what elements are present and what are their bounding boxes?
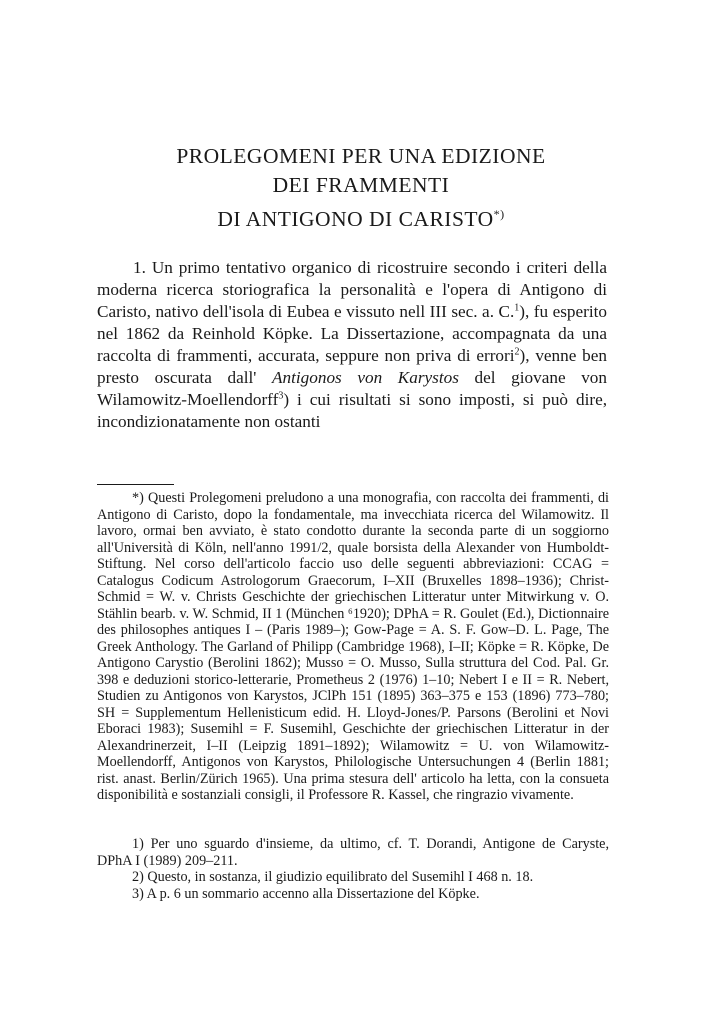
- footnote-star: *) Questi Prolegomeni preludono a una monografia, con raccolta dei frammenti, di Antigono di Caristo, dopo la fondamentale, ma invecchiata ricerca del Wilamowitz. Il lavoro, ormai ben avviato, è stato condotto durante la seconda parte di un soggiorno all'Università di Köln, nell'anno 1991/2, quale borsista della Alexander von Humboldt-Stiftung. Nel corso dell'articolo faccio uso delle seguenti abbreviazioni: CCAG = Catalogus Codicum Astrologorum Graecorum, I–XII (Bruxelles 1898–1936); Christ-Schmid = W. v. Christs Geschichte der griechischen Litteratur unter Mitwirkung v. O. Stählin bearb. v. W. Schmid, II 1 (München ⁶1920); DPhA = R. Goulet (Ed.), Dictionnaire des philosophes antiques I – (Paris 1989–); Gow-Page = A. S. F. Gow–D. L. Page, The Greek Anthology. The Garland of Philipp (Cambridge 1968), I–II; Köpke = R. Köpke, De Antigono Carystio (Berolini 1862); Musso = O. Musso, Sulla struttura del Cod. Pal. Gr. 398 e deduzioni storico-letterarie, Prometheus 2 (1976) 1–10; Nebert I e II = R. Nebert, Studien zu Antigonos von Karystos, JClPh 151 (1895) 363–375 e 153 (1896) 773–780; SH = Supplementum Hellenisticum edid. H. Lloyd-Jones/P. Parsons (Berolini et Novi Eboraci 1983); Susemihl = F. Susemihl, Geschichte der griechischen Litteratur in der Alexandrinerzeit, I–II (Leipzig 1891–1892); Wilamowitz = U. von Wilamowitz-Moellendorff, Antigonos von Karystos, Philologische Untersuchungen 4 (Berlin 1881; rist. anast. Berlin/Zürich 1965). Una prima stesura dell' articolo ha letta, con la consueta disponibilità e sostanziali consigli, il Professore R. Kassel, che ringrazio vivamente.: [97, 490, 609, 803]
- footnote-2: 2) Questo, in sostanza, il giudizio equilibrato del Susemihl I 468 n. 18.: [132, 869, 534, 885]
- title-line-3: [0, 200, 722, 234]
- footnote-divider: [97, 484, 174, 485]
- footnote-ref-3: 3: [278, 390, 284, 402]
- paragraph-part-1: 1. Un primo tentativo organico di ricostruire secondo i criteri della moderna ricerca storiografica la personalità e l'opera di Antigono di Caristo, nativo dell'isola di Eubea e vissuto nell III sec. a. C.: [97, 258, 607, 321]
- title-line-2: DEI FRAMMENTI: [272, 173, 450, 197]
- title-footnote-marker: *): [493, 207, 505, 221]
- footnote-1: 1) Per uno sguardo d'insieme, da ultimo, cf. T. Dorandi, Antigone de Caryste, DPhA I (1989) 209–211.: [97, 836, 609, 869]
- article-title: [0, 142, 722, 234]
- footnote-list: [97, 836, 609, 902]
- title-line-3-text: DI ANTIGONO DI CARISTO: [217, 207, 494, 232]
- paragraph-part-3: ), venne ben presto oscurata dall': [97, 346, 607, 387]
- paragraph-italic-title: Antigonos von Karystos: [272, 368, 459, 387]
- footnote-3: 3) A p. 6 un sommario accenno alla Dissertazione del Köpke.: [132, 885, 480, 902]
- paragraph-part-5: ) i cui risultati si sono imposti, si può dire, incondizionatamente non ostanti: [97, 390, 607, 431]
- title-line-1: PROLEGOMENI PER UNA EDIZIONE: [176, 144, 546, 168]
- footnote-ref-2: 2: [514, 346, 520, 358]
- paragraph-part-4: del giovane von Wilamowitz-Moellendorff: [97, 368, 607, 409]
- paragraph-part-2: ), fu esperito nel 1862 da Reinhold Köpke. La Dissertazione, accompagnata da una raccolta di frammenti, accurata, seppure non priva di errori: [97, 302, 607, 365]
- footnote-ref-1: 1: [514, 302, 520, 314]
- body-paragraph: [97, 257, 607, 433]
